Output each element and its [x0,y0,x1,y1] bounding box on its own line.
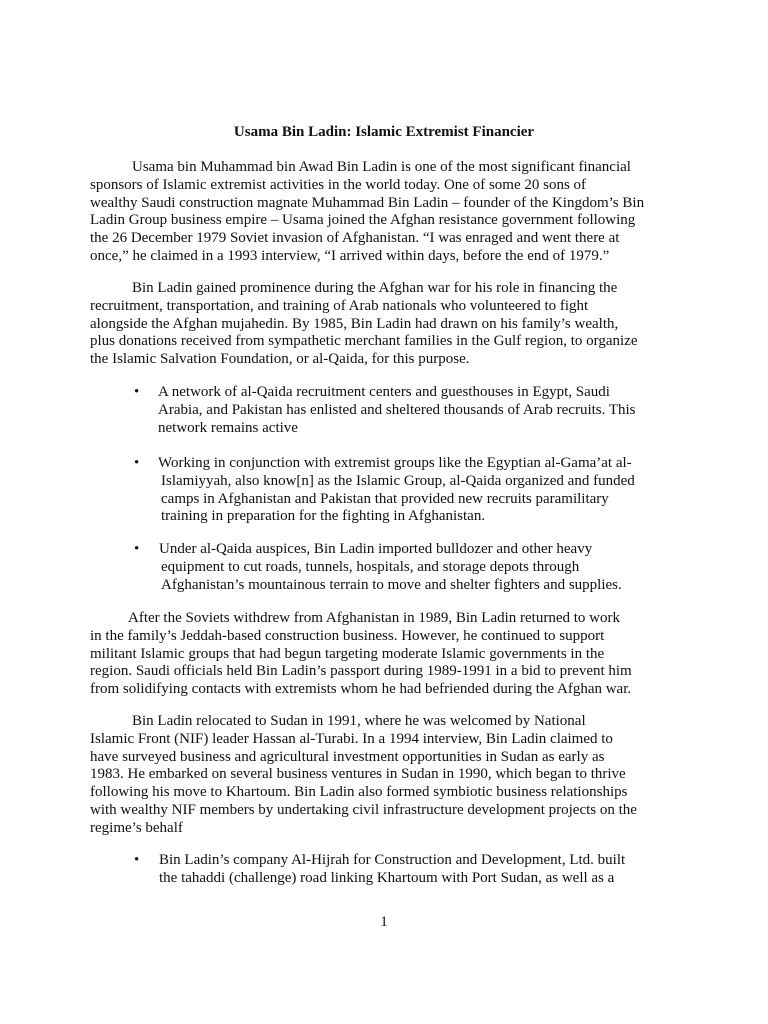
bullet-line: network remains active [158,419,298,436]
bullet-text [158,455,635,526]
paragraph-line: 1983. He embarked on several business ventures in Sudan in 1990, which began to thrive [90,766,626,783]
paragraph-line: Ladin Group business empire – Usama joined the Afghan resistance government following [90,212,636,229]
paragraph-1 [90,159,650,266]
paragraph-line: militant Islamic groups that had begun targeting moderate Islamic governments in the [90,645,605,662]
bullet-line: training in preparation for the fighting in Afghanistan. [161,508,486,525]
paragraph-line: regime’s behalf [90,819,183,836]
paragraph-line: wealthy Saudi construction magnate Muhammad Bin Ladin – founder of the Kingdom’s Bin [90,194,645,211]
document-title: Usama Bin Ladin: Islamic Extremist Financier [233,124,535,140]
bullet-line: Islamiyyah, also know[n] as the Islamic Group, al-Qaida organized and funded [161,472,635,489]
paragraph-4 [90,713,650,838]
bullet-line: A network of al-Qaida recruitment centers and guesthouses in Egypt, Saudi [158,384,610,400]
paragraph-line: from solidifying contacts with extremists whom he had befriended during the Afghan war. [90,681,632,698]
paragraph-line: After the Soviets withdrew from Afghanistan in 1989, Bin Ladin returned to work [128,610,620,626]
paragraph-line: with wealthy NIF members by undertaking civil infrastructure development projects on the [90,801,637,818]
bullet-text [158,384,636,437]
bullet-symbol: • [134,384,140,400]
paragraph-line: the 26 December 1979 Soviet invasion of Afghanistan. “I was enraged and went there at [90,230,620,247]
bullet-line: the tahaddi (challenge) road linking Khartoum with Port Sudan, as well as a [159,869,615,886]
paragraph-line: Bin Ladin relocated to Sudan in 1991, where he was welcomed by National [132,713,586,729]
bullet-line: equipment to cut roads, tunnels, hospitals, and storage depots through [161,558,580,575]
bullet-text [159,852,625,888]
paragraph-line: following his move to Khartoum. Bin Ladin also formed symbiotic business relationships [90,784,628,801]
paragraph-line: Usama bin Muhammad bin Awad Bin Ladin is one of the most significant financial [132,159,631,175]
bullet-text [159,541,622,594]
paragraph-line: sponsors of Islamic extremist activities in the world today. One of some 20 sons of [90,176,587,193]
paragraph-line: Islamic Front (NIF) leader Hassan al-Turabi. In a 1994 interview, Bin Ladin claimed to [90,730,613,747]
paragraph-line: the Islamic Salvation Foundation, or al-Qaida, for this purpose. [90,351,470,368]
bullet-line: Working in conjunction with extremist groups like the Egyptian al-Gama’at al- [158,455,632,471]
bullet-symbol: • [134,455,140,471]
bullet-line: camps in Afghanistan and Pakistan that provided new recruits paramilitary [161,490,609,507]
paragraph-line: plus donations received from sympathetic merchant families in the Gulf region, to organize [90,333,638,350]
paragraph-line: in the family’s Jeddah-based construction business. However, he continued to support [90,627,605,644]
paragraph-line: region. Saudi officials held Bin Ladin’s passport during 1989-1991 in a bid to prevent him [90,663,632,680]
paragraph-3 [90,610,650,699]
paragraph-line: alongside the Afghan mujahedin. By 1985, Bin Ladin had drawn on his family’s wealth, [90,315,619,332]
paragraph-2 [90,280,650,369]
paragraph-line: Bin Ladin gained prominence during the Afghan war for his role in financing the [132,280,618,296]
bullet-line: Afghanistan’s mountainous terrain to move and shelter fighters and supplies. [161,576,622,593]
bullet-symbol: • [134,541,140,557]
paragraph-line: once,” he claimed in a 1993 interview, “I arrived within days, before the end of 1979.” [90,247,610,264]
bullet-line: Bin Ladin’s company Al-Hijrah for Construction and Development, Ltd. built [159,852,626,868]
paragraph-line: have surveyed business and agricultural investment opportunities in Sudan as early as [90,748,605,765]
paragraph-line: recruitment, transportation, and training of Arab nationals who volunteered to fight [90,297,589,314]
page-number: 1 [380,914,388,930]
bullet-line: Under al-Qaida auspices, Bin Ladin imported bulldozer and other heavy [159,541,593,557]
bullet-line: Arabia, and Pakistan has enlisted and sheltered thousands of Arab recruits. This [158,401,636,418]
bullet-symbol: • [134,852,140,868]
